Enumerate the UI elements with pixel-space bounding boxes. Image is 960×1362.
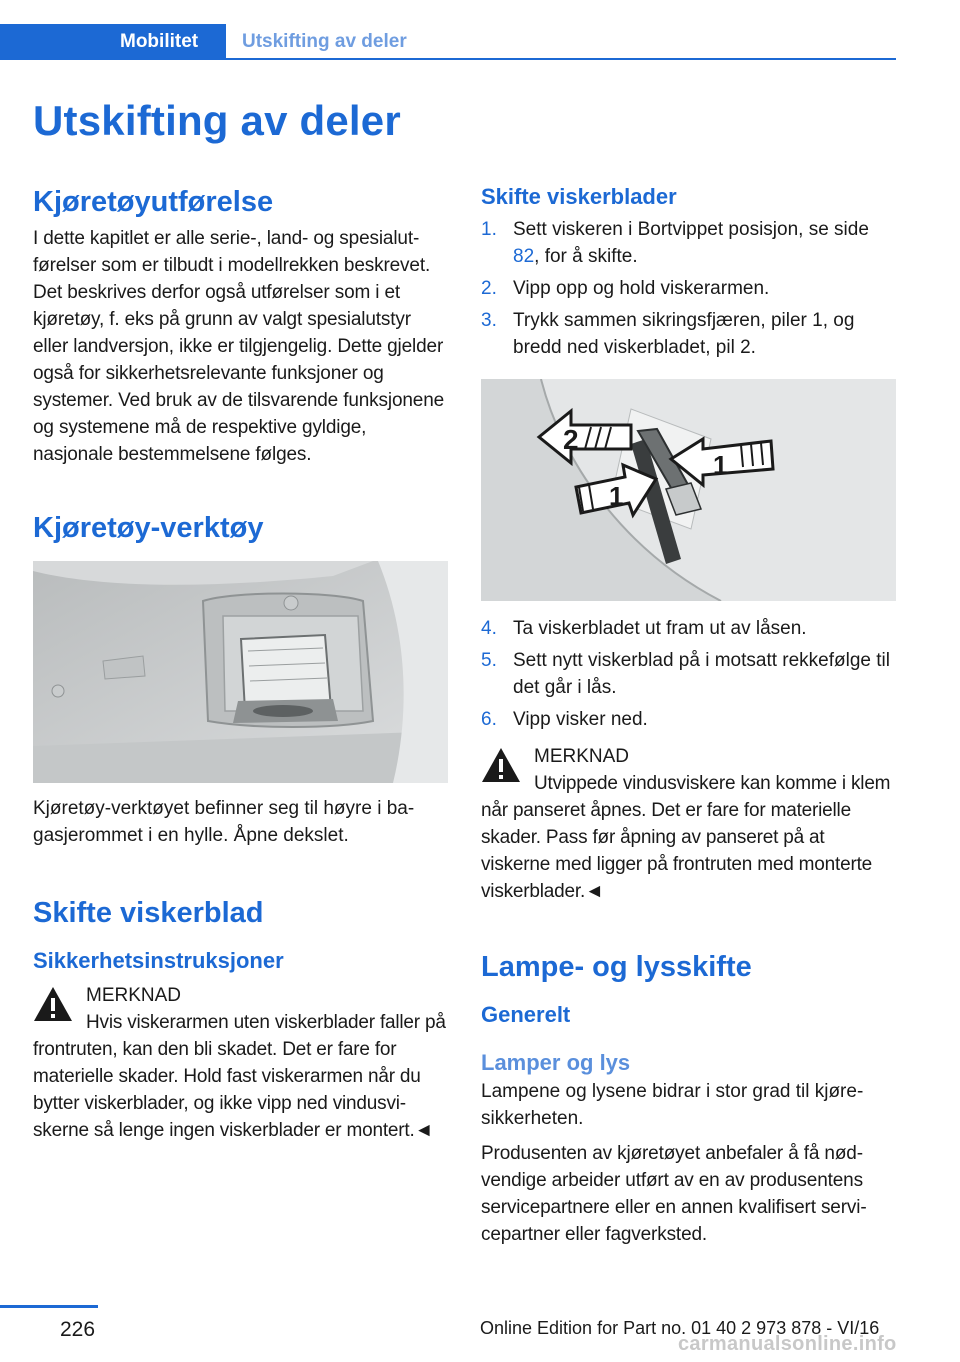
section-label: Mobilitet [120, 31, 199, 52]
page-header [0, 24, 960, 60]
footer-rule [0, 1305, 98, 1308]
step-text: Trykk sammen sikringsfjæren, piler 1, og bredd ned viskerbladet, pil 2. [513, 310, 855, 358]
paragraph-lights-2: Produsenten av kjøretøyet anbefaler å få nødvendige arbeider utført av en av produsentens servicepartnere eller en annen kvalifisert servicepartner eller fagverksted. [481, 1143, 867, 1245]
arrow-1-right-label: 1 [713, 450, 728, 480]
page-number: 226 [60, 1318, 96, 1341]
step-text: Ta viskerbladet ut fram ut av låsen. [513, 618, 807, 639]
watermark: carmanualsonline.info [678, 1333, 897, 1355]
steps-list-a [481, 216, 896, 361]
step-text: Sett nytt viskerblad på i motsatt rekkefølge til det går i lås. [513, 650, 890, 698]
page-link-82[interactable]: 82 [513, 246, 535, 267]
edition-text: Online Edition for Part no. 01 40 2 973 878 - VI/16 [480, 1318, 880, 1338]
step-text: Vipp visker ned. [513, 709, 648, 730]
warning-note-right [481, 743, 896, 770]
wiper-diagram-image [481, 379, 896, 601]
right-column [481, 182, 896, 1248]
heading-lamp-change: Lampe- og lysskifte [481, 951, 752, 983]
step-number: 5. [481, 650, 497, 671]
heading-vehicle-tools: Kjøretøy-verktøy [33, 512, 264, 544]
heading-change-wiper-blades: Skifte viskerblader [481, 184, 677, 209]
paragraph-lights-1: Lampene og lysene bidrar i stor grad til kjøresikkerheten. [481, 1081, 864, 1129]
warning-label: MERKNAD [86, 985, 182, 1006]
paragraph-vehicle-variant: I dette kapitlet er alle serie-, land- og spesialutførelser som er tilbudt i modellrekken beskrevet. Det beskrives derfor også utførelser som i et kjøretøy, f. eks på grunn av valgt spesialutstyr eller landversjon, ikke er tilgjengelig. Dette gjelder også for sikkerhetsrelevante funksjoner og systemer. Ved bruk av de tilsvarende funksjonene og systemene må de respektive gyldige, nasjonale bestemmelsene følges. [33, 228, 445, 465]
step-text: Sett viskeren i Bortvippet posisjon, se side [513, 219, 869, 240]
paragraph-vehicle-tools: Kjøretøy-verktøyet befinner seg til høyre i bagasjerommet i en hylle. Åpne dekslet. [33, 798, 415, 846]
arrow-2-label: 2 [563, 424, 579, 455]
step-number: 6. [481, 709, 497, 730]
warning-label: MERKNAD [534, 746, 630, 767]
heading-vehicle-variant: Kjøretøyutførelse [33, 186, 274, 218]
step-item [481, 647, 896, 701]
step-item [481, 706, 896, 733]
step-item [481, 307, 896, 361]
step-number: 3. [481, 310, 497, 331]
warning-triangle-icon [33, 986, 73, 1022]
heading-lamps-lights: Lamper og lys [481, 1050, 631, 1075]
step-number: 4. [481, 618, 497, 639]
step-item [481, 275, 896, 302]
wiper-blade-photo [481, 379, 896, 601]
heading-change-wiper: Skifte viskerblad [33, 897, 264, 929]
trunk-tool-photo [33, 561, 448, 783]
step-text: Vipp opp og hold viskerarmen. [513, 278, 770, 299]
trunk-compartment-image [33, 561, 448, 783]
warning-text-right: Utvippede vindusviskere kan komme i klem når panseret åpnes. Det er fare for materielle skader. Pass før åpning av panseret på at viskerne med ligger på frontruten med monterte viskerblader.◄ [481, 773, 891, 902]
page-title: Utskifting av deler [33, 97, 401, 144]
page-section-title: Utskifting av deler [242, 31, 407, 52]
steps-list-b [481, 615, 896, 733]
step-text-end: , for å skifte. [534, 246, 638, 267]
left-column [33, 182, 448, 1144]
step-number: 1. [481, 219, 497, 240]
warning-triangle-icon [481, 747, 521, 783]
step-item [481, 615, 896, 642]
warning-note-left [33, 982, 448, 1009]
header-rule [226, 58, 896, 60]
heading-general: Generelt [481, 1002, 571, 1027]
warning-text-left: Hvis viskerarmen uten viskerblader faller på frontruten, kan den bli skadet. Det er fare for materielle skader. Hold fast viskerarmen når du bytter viskerblader, og ikke vipp ned vindusviskerne så lenge ingen viskerblader er montert.◄ [33, 1012, 446, 1141]
step-number: 2. [481, 278, 497, 299]
heading-safety: Sikkerhetsinstruksjoner [33, 948, 284, 973]
arrow-1-left-label: 1 [609, 481, 624, 511]
step-item [481, 216, 896, 270]
